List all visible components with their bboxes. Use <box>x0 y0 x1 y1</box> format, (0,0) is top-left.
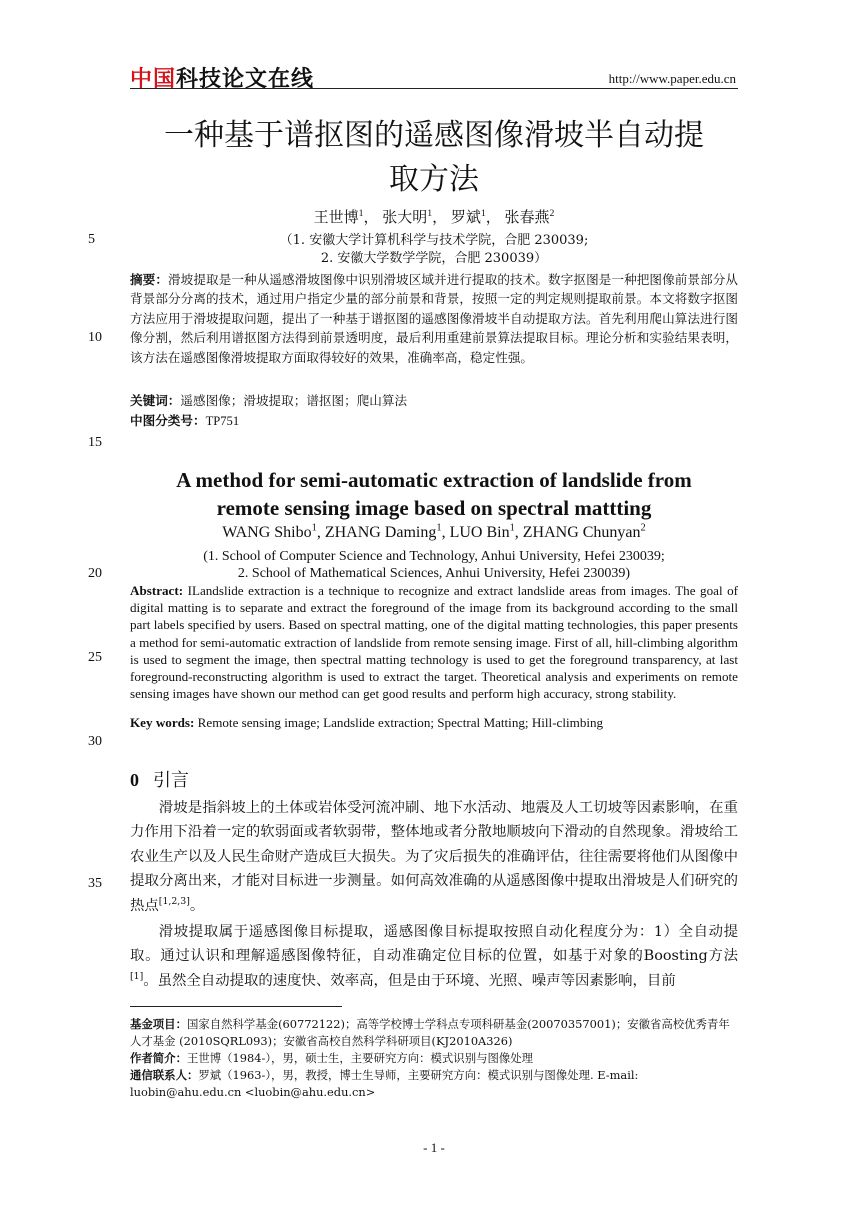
line-number: 5 <box>88 232 95 247</box>
title-cn <box>130 114 738 202</box>
author-en-aff: 1 <box>311 522 317 534</box>
footnote-author <box>130 1050 738 1067</box>
author-sep: , <box>441 524 450 541</box>
clc-label: 中图分类号： <box>130 413 206 428</box>
author-en: ZHANG Chunyan <box>522 524 641 541</box>
header-rule <box>130 88 738 89</box>
line-number: 20 <box>88 566 102 581</box>
logo-part-2: 科技论文在线 <box>176 67 315 92</box>
author-cn-aff: 1 <box>358 208 364 219</box>
author-en-aff: 2 <box>640 522 646 534</box>
line-number: 30 <box>88 734 102 749</box>
keywords-cn-label: 关键词： <box>130 393 181 408</box>
author-en: ZHANG Daming <box>324 524 437 541</box>
abstract-cn-label: 摘要： <box>130 272 169 287</box>
author-cn-aff: 2 <box>549 208 555 219</box>
author-cn: 张大明 <box>382 210 428 226</box>
line-number: 35 <box>88 876 102 891</box>
p2-text: 滑坡提取属于遥感图像目标提取，遥感图像目标提取按照自动化程度分为：1）全自动提取。通过认识和理解遥感图像特征，自动准确定位目标的位置，如基于对象的Boosting方法 <box>130 924 738 965</box>
keywords-cn <box>130 390 738 409</box>
title-en-line-1: A method for semi-automatic extraction of landslide from <box>176 468 692 492</box>
author-cn: 王世博 <box>313 210 359 226</box>
body-paragraph-1 <box>130 796 738 918</box>
author-cn: 张春燕 <box>504 210 550 226</box>
line-number: 15 <box>88 435 102 450</box>
footnote-rule <box>130 1006 342 1007</box>
p2-end: 。虽然全自动提取的速度快、效率高，但是由于环境、光照、噪声等因素影响，目前 <box>143 972 676 989</box>
abstract-en-label: Abstract: <box>130 583 184 598</box>
title-cn-line-1: 一种基于谱抠图的遥感图像滑坡半自动提 <box>164 118 704 153</box>
fund-text: 国家自然科学基金(60772122)；高等学校博士学科点专项科研基金(20070357001)；安徽省高校优秀青年人才基金 (2010SQRL093)；安徽省高校自然科学科研项目(KJ2010A326) <box>130 1017 730 1048</box>
affiliations-cn <box>130 232 738 268</box>
abstract-en-text: ILandslide extraction is a technique to recognize and extract landslide areas from images. The goal of digital matting is to separate and extract the foreground of the image from its background according to the small part labels specified by users. Based on spectral matting, one of the digital matting technologies, this paper presents a method for semi-automatic extraction of landslide from remote sensing image. First of all, hill-climbing algorithm is used to segment the image, then spectral matting technology is used to get the foreground transparency, at last foreground-reconstructing algorithm is used to extract the target. Theoretical analysis and experiments on remote sensing images have shown our method can get good results and perform high accuracy, strong stability. <box>130 583 738 702</box>
abstract-en <box>130 582 738 702</box>
author-en: WANG Shibo <box>222 524 312 541</box>
logo-part-1: 中国 <box>130 67 177 92</box>
citation[interactable]: [1,2,3] <box>158 895 190 907</box>
title-en-line-2: remote sensing image based on spectral mattting <box>216 496 652 520</box>
keywords-cn-text: 遥感图像；滑坡提取；谱抠图；爬山算法 <box>180 393 408 408</box>
affiliation-en-2: 2. School of Mathematical Sciences, Anhui University, Hefei 230039) <box>237 566 631 581</box>
section-heading <box>130 766 189 792</box>
line-number: 25 <box>88 650 102 665</box>
author-sep: ， <box>432 210 448 226</box>
section-title: 引言 <box>153 770 189 791</box>
author-cn-aff: 1 <box>480 208 486 219</box>
body-paragraph-2 <box>130 920 738 993</box>
contact-label: 通信联系人： <box>130 1068 199 1082</box>
fund-label: 基金项目： <box>130 1017 187 1031</box>
author-bio-label: 作者简介： <box>130 1051 187 1065</box>
contact-text: 罗斌（1963-），男，教授，博士生导师，主要研究方向：模式识别与图像处理. E-mail: luobin@ahu.edu.cn <luobin@ahu.edu.cn> <box>130 1068 639 1099</box>
keywords-en-text: Remote sensing image; Landslide extraction; Spectral Matting; Hill-climbing <box>194 715 604 730</box>
author-en-aff: 1 <box>509 522 515 534</box>
author-cn: 罗斌 <box>450 210 481 226</box>
citation[interactable]: [1] <box>130 971 144 983</box>
p1-end: 。 <box>189 897 205 914</box>
affiliations-en <box>130 548 738 582</box>
author-en-aff: 1 <box>436 522 442 534</box>
abstract-cn <box>130 270 738 367</box>
clc-text: TP751 <box>205 414 240 428</box>
title-en <box>130 466 738 522</box>
title-cn-line-2: 取方法 <box>389 162 479 197</box>
authors-en <box>130 524 738 542</box>
author-cn-aff: 1 <box>427 208 433 219</box>
authors-cn <box>130 206 738 227</box>
page-number: - 1 - <box>423 1140 445 1155</box>
affiliation-en-1: (1. School of Computer Science and Technology, Anhui University, Hefei 230039; <box>203 549 665 564</box>
clc-number <box>130 410 738 429</box>
footnote-fund <box>130 1016 738 1050</box>
footnotes <box>130 1016 738 1101</box>
header-url[interactable]: http://www.paper.edu.cn <box>608 71 736 86</box>
author-en: LUO Bin <box>449 524 510 541</box>
p1-text: 滑坡是指斜坡上的土体或岩体受河流冲刷、地下水活动、地震及人工切坡等因素影响，在重力作用下沿着一定的软弱面或者软弱带，整体地或者分散地顺坡向下滑动的自然现象。滑坡给工农业生产以及人民生命财产造成巨大损失。为了灾后损失的准确评估，往往需要将他们从图像中提取分离出来，才能对目标进一步测量。如何高效准确的从遥感图像中提取出滑坡是人们研究的热点 <box>130 800 738 914</box>
footnote-contact <box>130 1067 738 1101</box>
affiliation-cn-2: 2. 安徽大学数学学院，合肥 230039） <box>320 251 548 266</box>
line-number: 10 <box>88 330 102 345</box>
keywords-en-label: Key words: <box>130 715 195 730</box>
affiliation-cn-1: （1. 安徽大学计算机科学与技术学院，合肥 230039; <box>279 233 589 248</box>
author-sep: ， <box>485 210 501 226</box>
abstract-cn-text: 滑坡提取是一种从遥感滑坡图像中识别滑坡区域并进行提取的技术。数字抠图是一种把图像前景部分从背景部分分离的技术，通过用户指定少量的部分前景和背景，按照一定的判定规则提取前景。本文将数字抠图方法应用于滑坡提取问题，提出了一种基于谱抠图的遥感图像滑坡半自动提取方法。首先利用爬山算法进行图像分割，然后利用谱抠图方法得到前景透明度，最后利用重建前景算法提取目标。理论分析和实验结果表明，该方法在遥感图像滑坡提取方面取得较好的效果，准确率高，稳定性强。 <box>130 272 739 365</box>
author-bio-text: 王世博（1984-），男，硕士生，主要研究方向：模式识别与图像处理 <box>186 1051 534 1065</box>
author-sep: , <box>514 524 523 541</box>
author-sep: , <box>316 524 325 541</box>
author-sep: ， <box>363 210 379 226</box>
section-number: 0 <box>130 770 139 790</box>
keywords-en <box>130 715 738 731</box>
